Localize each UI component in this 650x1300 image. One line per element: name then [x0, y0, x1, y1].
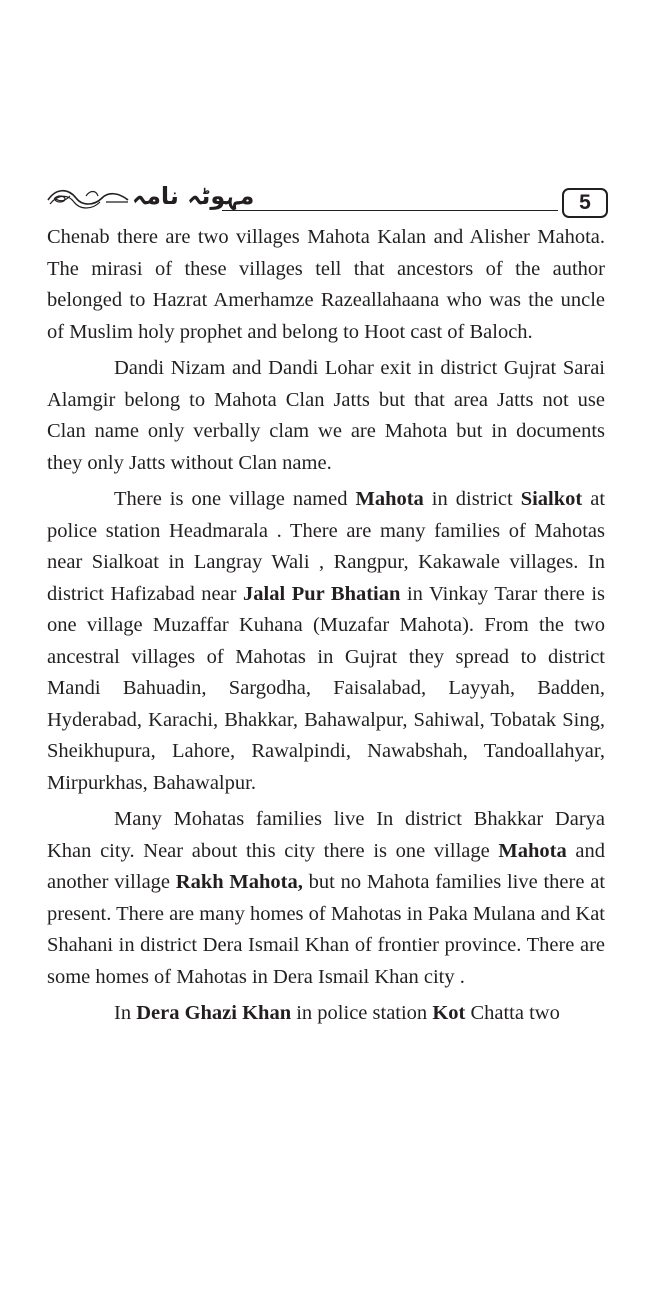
book-title: مہوٹہ نامہ — [132, 182, 255, 210]
text-run: in police station — [291, 1002, 433, 1024]
text-run: in district — [423, 488, 521, 510]
body-text — [47, 222, 605, 1035]
text-run: Chenab there are two villages Mahota Kalan and Alisher Mahota. The mirasi of these villages tell that ancestors of the author belonged to Hazrat Amerhamze Razeallahaana who was the uncle of Muslim holy prophet and belong to Hoot cast of Baloch. — [47, 226, 605, 343]
calligraphy-ornament-icon — [46, 186, 130, 212]
text-run: Many Mohatas families live In district Bhakkar Darya Khan city. Near about this city there is one village — [47, 808, 605, 862]
text-run: at police station Headmarala . There are many families of Mahotas near Sialkoat in Langray Wali , Rangpur, Kakawale villages. In district Hafizabad near — [47, 488, 606, 605]
text-run: Dandi Nizam and Dandi Lohar exit in district Gujrat Sarai Alamgir belong to Mahota Clan Jatts but that area Jatts not use Clan name only verbally clam we are Mahota but in documents they only Jatts without Clan name. — [47, 357, 605, 474]
paragraph — [47, 222, 605, 348]
text-run: in Vinkay Tarar there is one village Muzaffar Kuhana (Muzafar Mahota). From the two ancestral villages of Mahotas in Gujrat they spread to district Mandi Bahuadin, Sargodha, Faisalabad, Layyah, Badden, Hyderabad, Karachi, Bhakkar, Bahawalpur, Sahiwal, Tobatak Sing, Sheikhupura, Lahore, Rawalpindi, Nawabshah, Tandoallahyar, Mirpurkhas, Bahawalpur. — [47, 582, 606, 794]
bold-text: Rakh Mahota, — [175, 871, 303, 893]
text-run: In — [114, 1002, 137, 1024]
page-header — [46, 180, 608, 222]
paragraph — [47, 353, 605, 479]
text-run: but no Mahota families live there at present. There are many homes of Mahotas in Paka Mulana and Kat Shahani in district Dera Ismail Khan of frontier province. There are some homes of Mahotas in Dera Ismail Khan city . — [47, 871, 606, 988]
paragraph — [47, 998, 605, 1030]
text-run: and another village — [47, 839, 605, 893]
bold-text: Kot — [432, 1002, 466, 1024]
bold-text: Mahota — [355, 488, 424, 510]
bold-text: Sialkot — [520, 488, 583, 510]
bold-text: Mahota — [498, 839, 567, 862]
page-number: 5 — [562, 188, 608, 218]
bold-text: Jalal Pur Bhatian — [243, 582, 401, 605]
paragraph — [47, 484, 605, 799]
text-run: Chatta two — [465, 1002, 560, 1024]
text-run: There is one village named — [114, 488, 356, 510]
bold-text: Dera Ghazi Khan — [136, 1002, 292, 1024]
header-rule — [222, 210, 558, 211]
paragraph — [47, 804, 605, 993]
